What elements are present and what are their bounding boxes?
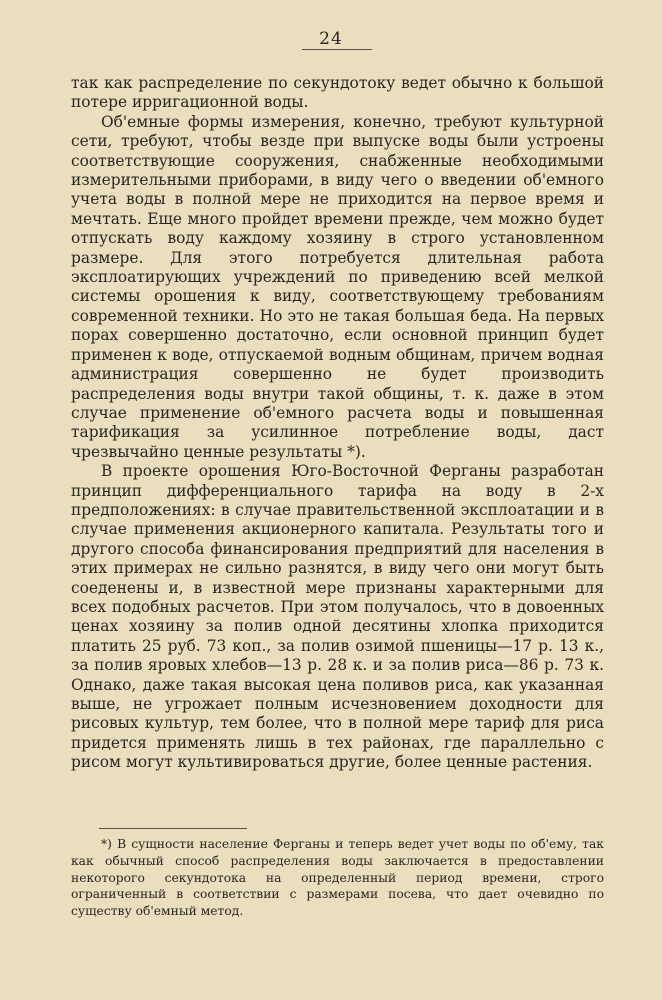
paragraph-volume-measurement: Об'емные формы измерения, конечно, требуют культурной сети, требуют, чтобы везде при выпуске воды были устроены соответствующие сооружения, снабженные необходимыми измерительными приборами, в виду чего о введении об'емного учета воды в полной мере не приходится на первое время и мечтать. Еще много пройдет времени прежде, чем можно будет отпускать воду каждому хозяину в строго установленном размере. Для этого потребуется длительная работа эксплоатирующих учреждений по приведению всей мелкой системы орошения к виду, соответствующему требованиям современной техники. Но это не такая большая беда. На первых порах совершенно достаточно, если основной принцип будет применен к воде, отпускаемой водным общинам, причем водная администрация совершенно не будет производить распределения воды внутри такой общины, т. к. даже в этом случае применение об'емного расчета воды и повышенная тарификация за усилинное потребление воды, даст чрезвычайно ценные результаты *).: [71, 112, 604, 461]
footnote-rule: [99, 828, 247, 829]
paragraph-fergana-project: В проекте орошения Юго-Восточной Ферганы разработан принцип дифференциального тарифа на воду в 2-х предположениях: в случае правительственной эксплоатации и в случае применения акционерного капитала. Результаты того и другого способа финансирования предприятий для населения в этих примерах не сильно разнятся, в виду чего они могут быть соеденены и, в известной мере признаны характерными для всех подобных расчетов. При этом получалось, что в довоенных ценах хозяину за полив одной десятины хлопка приходится платить 25 руб. 73 коп., за полив озимой пшеницы—17 р. 13 к., за полив яровых хлебов—13 р. 28 к. и за полив риса—86 р. 73 к. Однако, даже такая высокая цена поливов риса, как указанная выше, не угрожает полным исчезновением доходности для рисовых культур, тем более, что в полной мере тариф для риса придется применять лишь в тех районах, где параллельно с рисом могут культивироваться другие, более ценные растения.: [71, 462, 604, 772]
footnote: *) В сущности население Ферганы и теперь ведет учет воды по об'ему, так как обычный способ распределения воды заключается в предоставлении некоторого секундотока на определенный период времени, строго ограниченный в соответствии с размерами посева, что дает очевидно по существу об'емный метод.: [71, 837, 604, 919]
page-number-rule: [302, 49, 372, 50]
paragraph-continuation: так как распределение по секундотоку ведет обычно к большой потере ирригационной воды.: [71, 74, 604, 112]
body-text: [71, 74, 604, 773]
page-number: 24: [319, 29, 343, 49]
